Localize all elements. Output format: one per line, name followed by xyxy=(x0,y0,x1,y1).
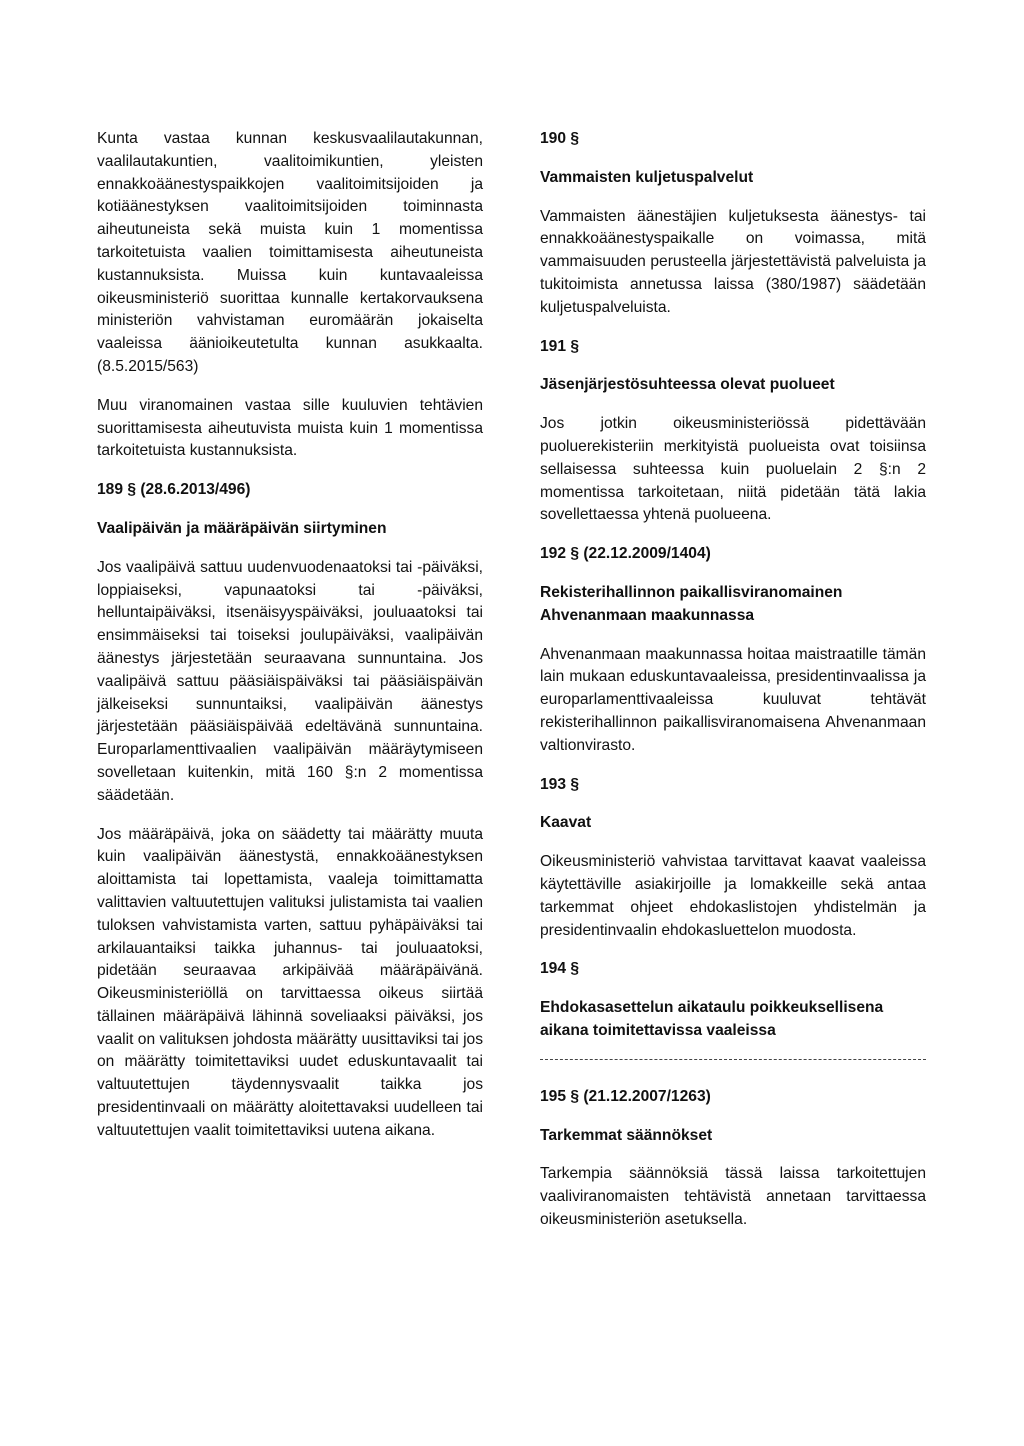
section-title-195: Tarkemmat säännökset xyxy=(540,1126,713,1144)
omission-separator xyxy=(540,1059,926,1060)
section-number-194: 194 § xyxy=(540,960,580,978)
section-number-195: 195 § (21.12.2007/1263) xyxy=(540,1087,711,1105)
section-title-189: Vaalipäivän ja määräpäivän siirtyminen xyxy=(97,519,387,537)
paragraph-195: Tarkempia säännöksiä tässä laissa tarkoitettujen vaaliviranomaisten tehtävistä annetaan tarvittaessa oikeusministeriön asetuksella. xyxy=(540,1165,926,1228)
section-number-192: 192 § (22.12.2009/1404) xyxy=(540,545,711,563)
right-column xyxy=(540,128,926,1248)
paragraph-deadline-shift: Jos määräpäivä, joka on säädetty tai määrätty muuta kuin vaalipäivän äänestystä, ennakkoäänestyksen aloittamista tai lopettamista, vaaleja toimittamatta valittavien valtuutettujen valituksi julistamista tai vaalien tuloksen vahvistamista varten, sattuu pyhäpäiväksi tai arkilauantaiksi taikka juhannus- tai jouluaatoksi, pidetään seuraavaa arkipäivää määräpäivänä. Oikeusministeriöllä on tarvittaessa oikeus siirtää tällainen määräpäivä lähinnä soveliaaksi päiväksi, jos vaalit on valituksen johdosta määrätty uusittaviksi tai jos on määrätty toimitettaviksi uudet eduskuntavaalit tai valtuutettujen täydennysvaalit taikka jos presidentinvaali on määrätty aloitettavaksi uudelleen tai valtuutettujen vaalit toimitettaviksi uutena aikana. xyxy=(97,825,483,1139)
paragraph-190: Vammaisten äänestäjien kuljetuksesta äänestys- tai ennakkoäänestyspaikalle on voimassa, mitä vammaisuuden perusteella järjestettävistä palveluista ja tukitoimista annetussa laissa (380/1987) säädetään kuljetuspalveluista. xyxy=(540,207,926,316)
paragraph-costs-other-authority: Muu viranomainen vastaa sille kuuluvien tehtävien suorittamisesta aiheutuvista muista kuin 1 momentissa tarkoitetuista kustannuksista. xyxy=(97,396,483,460)
section-number-190: 190 § xyxy=(540,130,580,147)
section-title-192: Rekisterihallinnon paikallisviranomainen Ahvenanmaan maakunnassa xyxy=(540,583,843,624)
section-number-191: 191 § xyxy=(540,337,580,355)
section-title-191: Jäsenjärjestösuhteessa olevat puolueet xyxy=(540,376,835,394)
section-title-193: Kaavat xyxy=(540,814,592,832)
paragraph-193: Oikeusministeriö vahvistaa tarvittavat kaavat vaaleissa käytettäville asiakirjoille ja lomakkeille sekä antaa tarkemmat ohjeet ehdokaslistojen yhdistelmän ja presidentinvaalin ehdokasluettelon muodosta. xyxy=(540,853,926,939)
paragraph-191: Jos jotkin oikeusministeriössä pidettävään puoluerekisteriin merkityistä puolueista ovat toisiinsa sellaisessa suhteessa kuin puoluelain 2 §:n 2 momentissa tarkoitetaan, niitä pidetään tätä lakia sovellettaessa yhtenä puolueena. xyxy=(540,415,926,524)
section-number-189: 189 § (28.6.2013/496) xyxy=(97,481,251,499)
section-title-194: Ehdokasasettelun aikataulu poikkeuksellisena aikana toimitettavissa vaaleissa xyxy=(540,999,884,1039)
paragraph-costs-municipality: Kunta vastaa kunnan keskusvaalilautakunnan, vaalilautakuntien, vaalitoimikuntien, yleisten ennakkoäänestyspaikkojen vaalitoimitsijoiden ja kotiäänestyksen vaalitoimitsijoiden toiminnasta aiheutuneista sekä muista kuin 1 momentissa tarkoitetuista vaalien toimittamisesta aiheutuneista kustannuksista. Muissa kuin kuntavaaleissa oikeusministeriö suorittaa kunnalle kertakorvauksena ministeriön vahvistaman euromäärän jokaiselta vaaleissa äänioikeutetulta kunnan asukkaalta. (8.5.2015/563) xyxy=(97,130,483,375)
section-title-190: Vammaisten kuljetuspalvelut xyxy=(540,168,754,186)
left-column xyxy=(97,128,483,1159)
paragraph-192: Ahvenanmaan maakunnassa hoitaa maistraatille tämän lain mukaan eduskuntavaaleissa, presidentinvaalissa ja europarlamenttivaaleissa kuuluvat tehtävät rekisterihallinnon paikallisviranomaisena Ahvenanmaan valtionvirasto. xyxy=(540,645,926,754)
section-number-193: 193 § xyxy=(540,775,580,793)
paragraph-election-day-shift: Jos vaalipäivä sattuu uudenvuodenaatoksi tai -päiväksi, loppiaiseksi, vapunaatoksi tai -päiväksi, helluntaipäiväksi, itsenäisyyspäiväksi, jouluaatoksi tai ensimmäiseksi tai toiseksi joulupäiväksi, vaalipäivän äänestys järjestetään seuraavana sunnuntaina. Jos vaalipäivä sattuu pääsiäispäiväksi tai pääsiäispäivän jälkeiseksi sunnuntaiksi, vaalipäivän äänestys järjestetään pääsiäispäivää edeltävänä sunnuntaina. Europarlamenttivaalien vaalipäivän määräytymiseen sovelletaan kuitenkin, mitä 160 §:n 2 momentissa säädetään. xyxy=(97,558,483,804)
